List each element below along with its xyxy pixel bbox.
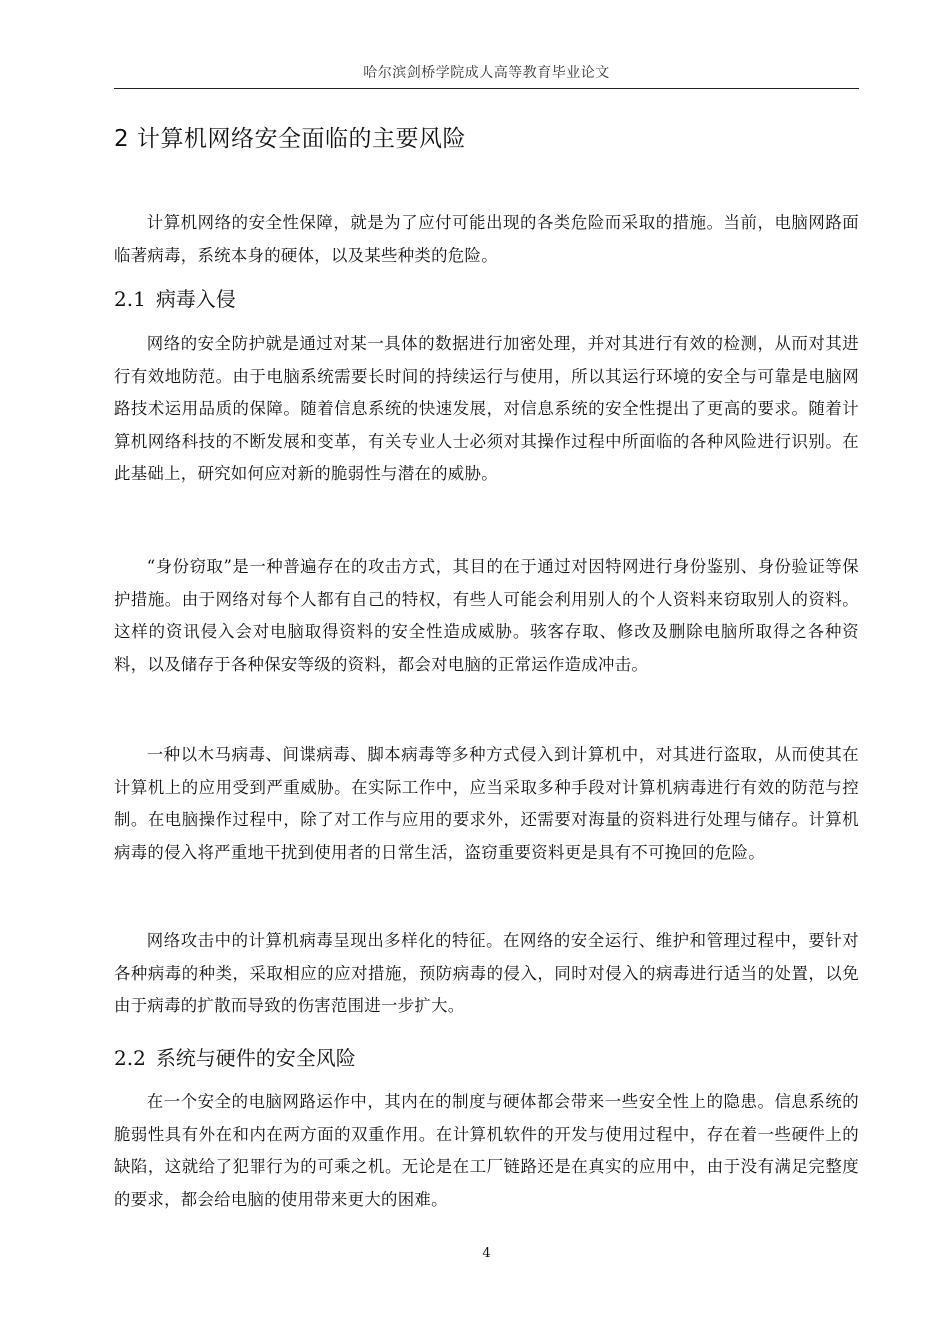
chapter-title: 2 计算机网络安全面临的主要风险 — [114, 126, 466, 152]
chapter-intro-paragraph: 计算机网络的安全性保障，就是为了应付可能出现的各类危险而采取的措施。当前，电脑网路面临著病毒，系统本身的硬体，以及某些种类的危险。 — [114, 213, 859, 265]
section-number: 2.2 — [114, 1046, 146, 1070]
section-heading-2-2 — [114, 1043, 859, 1073]
section-title-text: 病毒入侵 — [155, 287, 236, 311]
section-heading-2-1 — [114, 284, 859, 314]
section-title-text: 系统与硬件的安全风险 — [155, 1046, 356, 1070]
body-paragraph: 一种以木马病毒、间谍病毒、脚本病毒等多种方式侵入到计算机中，对其进行盗取，从而使其在计算机上的应用受到严重威胁。在实际工作中，应当采取多种手段对计算机病毒进行有效的防范与控制。在电脑操作过程中，除了对工作与应用的要求外，还需要对海量的资料进行处理与储存。计算机病毒的侵入将严重地干扰到使用者的日常生活，盗窃重要资料更是具有不可挽回的危险。 — [114, 745, 859, 862]
body-paragraph: 网络的安全防护就是通过对某一具体的数据进行加密处理，并对其进行有效的检测，从而对其进行有效地防范。由于电脑系统需要长时间的持续运行与使用，所以其运行环境的安全与可靠是电脑网路技术运用品质的保障。随着信息系统的快速发展，对信息系统的安全性提出了更高的要求。随着计算机网络科技的不断发展和变革，有关专业人士必须对其操作过程中所面临的各种风险进行识别。在此基础上，研究如何应对新的脆弱性与潜在的威胁。 — [114, 334, 859, 483]
body-paragraph: “身份窃取”是一种普遍存在的攻击方式，其目的在于通过对因特网进行身份鉴别、身份验证等保护措施。由于网络对每个人都有自己的特权，有些人可能会利用别人的个人资料来窃取别人的资料。这样的资讯侵入会对电脑取得资料的安全性造成威胁。骇客存取、修改及删除电脑所取得之各种资料，以及储存于各种保安等级的资料，都会对电脑的正常运作造成冲击。 — [114, 557, 859, 674]
running-header: 哈尔滨剑桥学院成人高等教育毕业论文 — [114, 62, 859, 89]
body-paragraph: 在一个安全的电脑网路运作中，其内在的制度与硬体都会带来一些安全性上的隐患。信息系统的脆弱性具有外在和内在两方面的双重作用。在计算机软件的开发与使用过程中，存在着一些硬件上的缺陷，这就给了犯罪行为的可乘之机。无论是在工厂链路还是在真实的应用中，由于没有满足完整度的要求，都会给电脑的使用带来更大的困难。 — [114, 1092, 859, 1209]
body-paragraph: 网络攻击中的计算机病毒呈现出多样化的特征。在网络的安全运行、维护和管理过程中，要针对各种病毒的种类，采取相应的应对措施，预防病毒的侵入，同时对侵入的病毒进行适当的处置，以免由于病毒的扩散而导致的伤害范围进一步扩大。 — [114, 931, 859, 1015]
page-number: 4 — [482, 1246, 491, 1261]
section-number: 2.1 — [114, 287, 146, 311]
